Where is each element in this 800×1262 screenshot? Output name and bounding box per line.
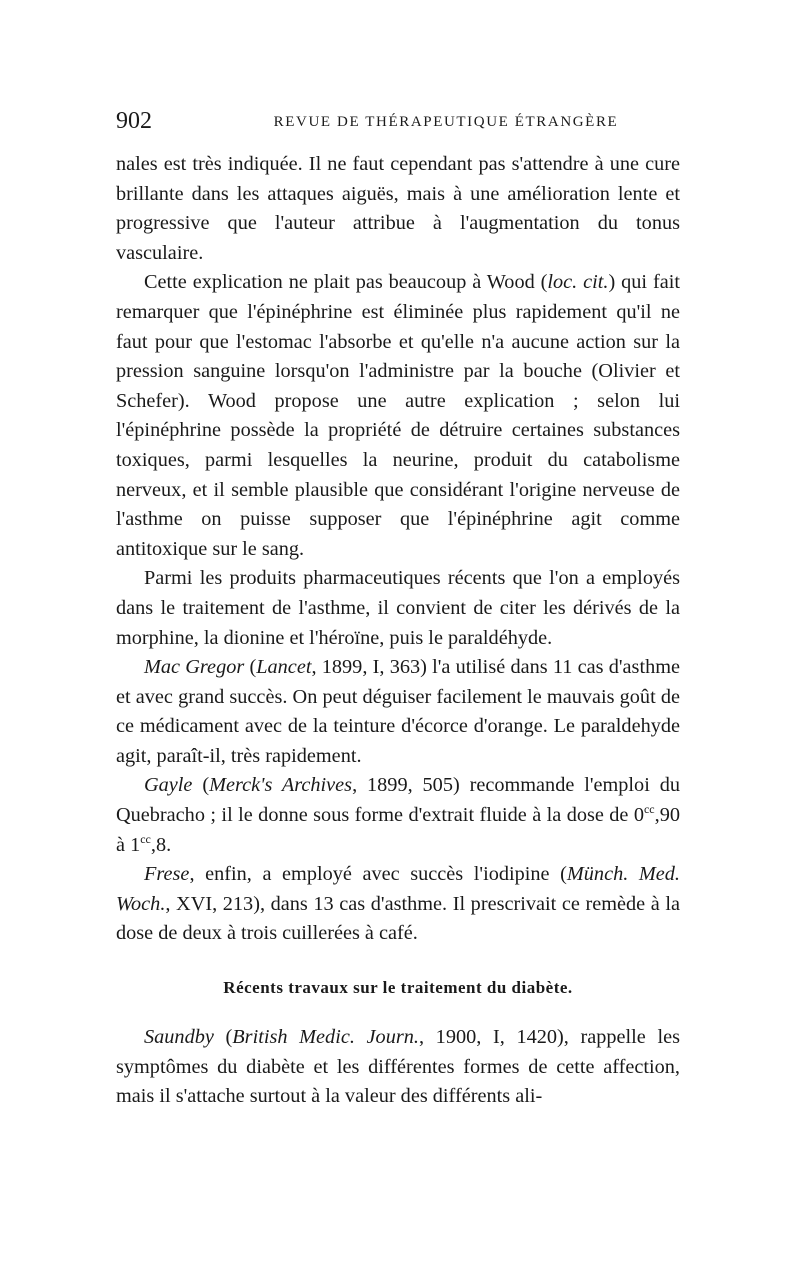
running-head: REVUE DE THÉRAPEUTIQUE ÉTRANGÈRE — [273, 114, 619, 130]
p4-text-a: ( — [244, 656, 257, 679]
page-number: 902 — [116, 108, 152, 134]
paragraph-4 — [116, 653, 680, 771]
section-title: Récents travaux sur le traitement du diabète. — [223, 978, 573, 998]
paragraph-3 — [116, 564, 680, 653]
body-text — [116, 150, 680, 1112]
p4-journal: Lancet — [256, 656, 312, 679]
p6-text-a: , enfin, a employé avec succès l'iodipine ( — [189, 863, 567, 886]
paragraph-2 — [116, 268, 680, 564]
p2-citation: loc. cit. — [547, 271, 609, 294]
paragraph-3-text: Parmi les produits pharmaceutiques récents que l'on a employés dans le traitement de l'asthme, il convient de citer les dérivés de la morphine, la dionine et l'héroïne, puis le paraldéhyde. — [116, 567, 680, 649]
p5-text-c: ,90 à 1 — [116, 804, 680, 856]
paragraph-6 — [116, 860, 680, 949]
paragraph-1 — [116, 150, 680, 268]
p6-author: Frese — [144, 863, 190, 886]
p4-author: Mac Gregor — [144, 656, 245, 679]
page-header — [116, 106, 686, 136]
p6-text-b: , XVI, 213), dans 13 cas d'asthme. Il prescrivait ce remède à la dose de deux à trois cuillerées à café. — [116, 892, 680, 945]
p5-sup-1: cc — [643, 802, 655, 817]
p7-text-a: ( — [213, 1026, 233, 1049]
p5-sup-2: cc — [140, 831, 151, 846]
p5-author: Gayle — [144, 774, 193, 797]
p6-journal: Münch. Med. Woch. — [116, 863, 680, 915]
p2-text-b: ) qui fait remarquer que l'épinéphrine est éliminée plus rapidement qu'il ne faut pour que l'estomac l'absorbe et qu'elle n'a aucune action sur la pression sanguine lorsqu'on l'administre par la bouche (Olivier et Schefer). Wood propose une autre explication ; selon lui l'épinéphrine possède la propriété de détruire certaines substances toxiques, parmi lesquelles la neurine, produit du catabolisme nerveux, et il semble plausible que considérant l'origine nerveuse de l'asthme on puisse supposer que l'épinéphrine agit comme antitoxique sur le sang. — [116, 271, 680, 560]
p5-text-b: , 1899, 505) recommande l'emploi du Quebracho ; il le donne sous forme d'extrait fluide à la dose de 0 — [116, 774, 680, 827]
p7-journal: British Medic. Journ. — [232, 1026, 419, 1049]
p7-text-b: , 1900, I, 1420), rappelle les symptômes du diabète et les différentes formes de cette affection, mais il s'attache surtout à la valeur des différents ali- — [116, 1026, 680, 1108]
p5-journal: Merck's Archives — [209, 774, 353, 797]
p4-text-b: , 1899, I, 363) l'a utilisé dans 11 cas d'asthme et avec grand succès. On peut déguiser facilement le mauvais goût de ce médicament avec de la teinture d'écorce d'orange. Le paraldehyde agit, paraît-il, très rapidement. — [116, 656, 681, 767]
paragraph-1-text: nales est très indiquée. Il ne faut cependant pas s'attendre à une cure brillante dans les attaques aiguës, mais à une amélioration lente et progressive que l'auteur attribue à l'augmentation du tonus vasculaire. — [116, 153, 680, 264]
paragraph-5 — [116, 771, 680, 860]
p5-text-a: ( — [192, 774, 210, 797]
p2-text-a: Cette explication ne plait pas beaucoup à Wood ( — [144, 271, 548, 294]
paragraph-7 — [116, 1023, 680, 1112]
p7-author: Saundby — [144, 1026, 214, 1049]
p5-text-d: ,8. — [150, 833, 172, 856]
